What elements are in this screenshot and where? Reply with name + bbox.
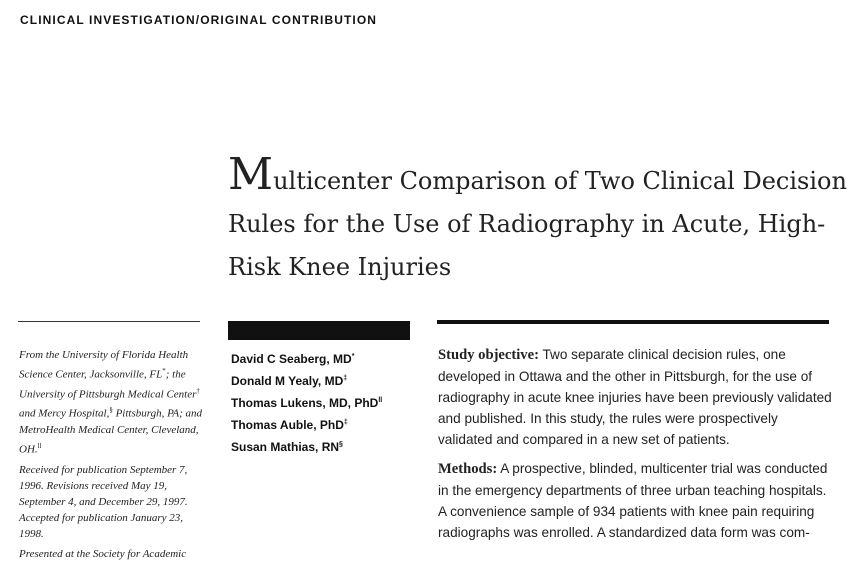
article-title [228, 149, 848, 289]
presented-note: Presented at the Society for Academic [19, 547, 187, 560]
abstract-methods [438, 458, 833, 543]
author-name-text: Thomas Lukens, MD, PhD [231, 396, 379, 410]
author-name [231, 347, 411, 369]
author-name-text: David C Seaberg, MD [231, 352, 352, 366]
title-dropcap: M [228, 149, 274, 200]
objective-heading: Study objective: [438, 347, 539, 363]
methods-heading: Methods: [438, 461, 498, 477]
author-list [231, 347, 411, 457]
footnote-mark: ‡ [343, 375, 348, 382]
affiliation-text: From the University of Florida Health Science Center, Jacksonville, FL [19, 349, 189, 381]
author-header-bar [228, 321, 410, 340]
footnote-mark: * [351, 353, 355, 360]
author-name [231, 391, 411, 413]
footnote-mark: § [339, 441, 343, 448]
abstract-objective [438, 344, 833, 450]
title-text: ulticenter Comparison of Two Clinical Decision Rules for the Use of Radiography in Acute, High-Risk Knee Injuries [228, 167, 847, 281]
author-name-text: Thomas Auble, PhD [231, 418, 344, 432]
received-note: Received for publication September 7, 1996. Revisions received May 19, September 4, and December 29, 1997. Accepted for publication January 23, 1998. [19, 463, 188, 540]
footnote-mark: ‡ [343, 419, 348, 426]
abstract [438, 344, 833, 551]
section-label: CLINICAL INVESTIGATION/ORIGINAL CONTRIBUTION [20, 13, 378, 27]
affiliation-text: Pittsburgh, PA; and MetroHealth Medical Center, Cleveland, OH. [19, 407, 203, 456]
author-name [231, 369, 411, 391]
author-name-text: Donald M Yealy, MD [231, 374, 344, 388]
methods-text: A prospective, blinded, multicenter trial was conducted in the emergency departments of three urban teaching hospitals. A convenience sample of 934 patients with knee pain requiring radiographs was enrolled. A standardized data form was com- [438, 461, 828, 540]
objective-text: Two separate clinical decision rules, one developed in Ottawa and the other in Pittsburgh, for the use of radiography in acute knee injuries have been previously validated and published. In this study, the rules were prospectively validated and compared in a new set of patients. [438, 347, 832, 447]
author-name [231, 413, 411, 435]
footnote-mark: ll [37, 441, 42, 450]
footnote-mark: * [162, 367, 166, 375]
footnote-mark: ll [378, 397, 383, 404]
footnote-mark: § [109, 406, 113, 415]
author-name [231, 435, 411, 457]
footnote-mark: † [196, 386, 200, 395]
affiliation-text: and Mercy Hospital, [19, 407, 110, 420]
affiliation-paragraph [19, 347, 204, 458]
affiliation-text: ; the University of Pittsburgh Medical Center [19, 368, 197, 401]
abstract-rule [437, 320, 829, 324]
author-name-text: Susan Mathias, RN [231, 440, 340, 454]
affiliation-notes [19, 347, 204, 566]
affiliation-rule [18, 321, 200, 322]
